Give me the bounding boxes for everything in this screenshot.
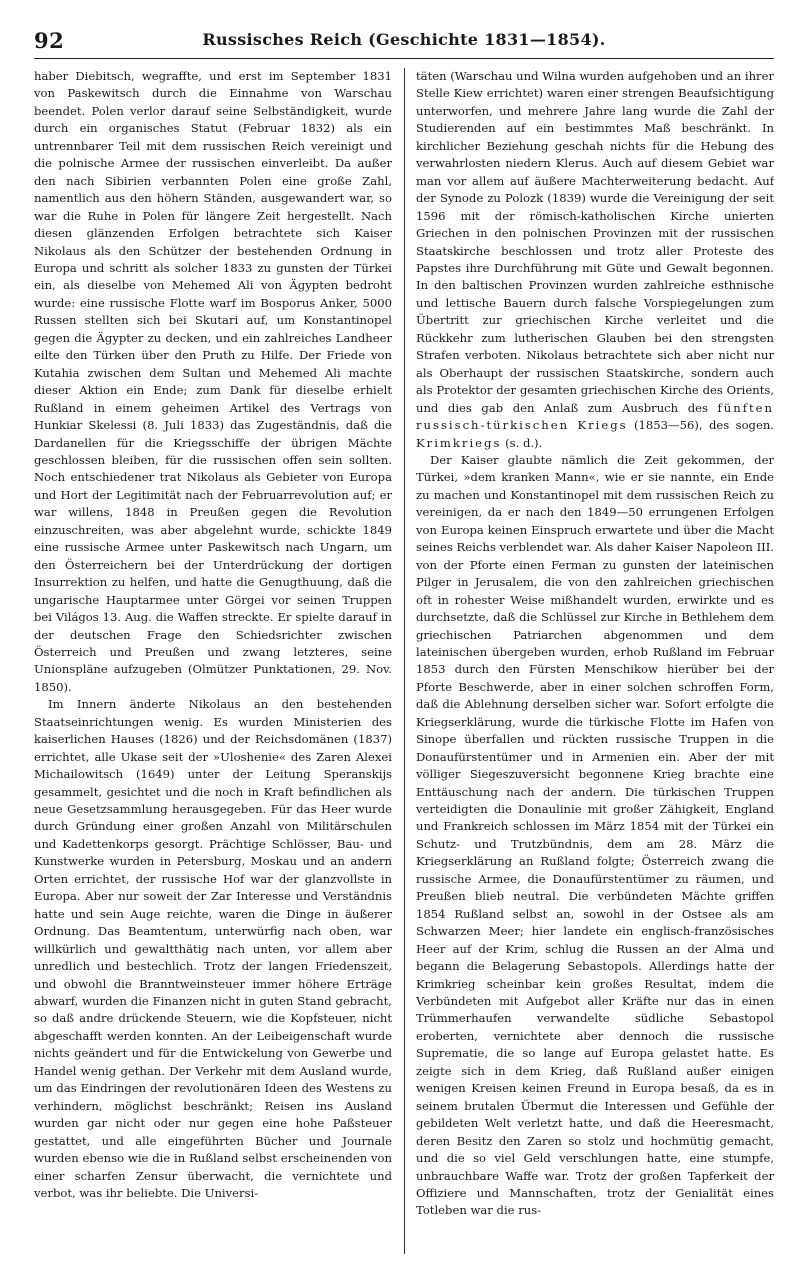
page-header	[34, 24, 774, 59]
spaced-emphasis: Krimkriegs	[416, 435, 502, 450]
document-page	[34, 24, 774, 1254]
spaced-emphasis: fünften russisch-türkischen Kriegs	[416, 400, 774, 433]
right-column	[416, 68, 774, 1258]
paragraph: haber Diebitsch, wegraffte, und erst im September 1831 von Paskewitsch durch die Einnahme von Warschau beendet. Polen verlor darauf seine Selbständigkeit, wurde durch ein organisches Statut (Februar 1832) als ein untrennbarer Teil mit dem russischen Reich vereinigt und die polnische Armee der russischen einverleibt. Da außer den nach Sibirien verbannten Polen eine große Zahl, namentlich aus den höhern Ständen, ausgewandert war, so war die Ruhe in Polen für längere Zeit hergestellt. Nach diesen glänzenden Erfolgen betrachtete sich Kaiser Nikolaus als den Schützer der bestehenden Ordnung in Europa und schritt als solcher 1833 zu gunsten der Türkei ein, als dieselbe von Mehemed Ali von Ägypten bedroht wurde: eine russische Flotte warf im Bosporus Anker, 5000 Russen stellten sich bei Skutari auf, um Konstantinopel gegen die Ägypter zu decken, und ein zahlreiches Landheer eilte den Türken über den Pruth zu Hilfe. Der Friede von Kutahia zwischen dem Sultan und Mehemed Ali machte dieser Aktion ein Ende; zum Dank für dieselbe erhielt Rußland in einem geheimen Artikel des Vertrags von Hunkiar Skelessi (8. Juli 1833) das Zugeständnis, daß die Dardanellen für die Kriegsschiffe der übrigen Mächte geschlossen bleiben, für die russischen offen sein sollten. Noch entschiedener trat Nikolaus als Gebieter von Europa und Hort der Legitimität nach der Februarrevolution auf; er war willens, 1848 in Preußen gegen die Revolution einzuschreiten, was aber abgelehnt wurde, schickte 1849 eine russische Armee unter Paskewitsch nach Ungarn, um den Österreichern bei der Unterdrückung der dortigen Insurrektion zu helfen, und hatte die Genugthuung, daß die ungarische Hauptarmee unter Görgei vor seinen Truppen bei Világos 13. Aug. die Waffen streckte. Er spielte darauf in der deutschen Frage den Schiedsrichter zwischen Österreich und Preußen und zwang letzteres, seine Unionspläne aufzugeben (Olmützer Punktationen, 29. Nov. 1850).	[34, 69, 392, 694]
column-divider	[404, 68, 405, 1254]
text-run: täten (Warschau und Wilna wurden aufgehoben und an ihrer Stelle Kiew errichtet) waren einer strengen Beaufsichtigung unterworfen, und mehrere Jahre lang wurde die Zahl der Studierenden auf ein bestimmtes Maß beschränkt. In kirchlicher Beziehung geschah nichts für die Hebung des verwahrlosten niedern Klerus. Auch auf diesem Gebiet war man vor allem auf äußere Machterweiterung bedacht. Auf der Synode zu Polozk (1839) wurde die Vereinigung der seit 1596 mit der römisch-katholischen Kirche unierten Griechen in den polnischen Provinzen mit der russischen Staatskirche beschlossen und trotz aller Proteste des Papstes ihre Durchführung mit Güte und Gewalt begonnen. In den baltischen Provinzen wurden zahlreiche esthnische und lettische Bauern durch falsche Vorspiegelungen zum Übertritt zur griechischen Kirche verleitet und die Rückkehr zum lutherischen Glauben bei den strengsten Strafen verboten. Nikolaus betrachtete sich aber nicht nur als Oberhaupt der russischen Staatskirche, sondern auch als Protektor der gesamten griechischen Kirche des Orients, und dies gab den Anlaß zum Ausbruch des	[416, 69, 774, 415]
running-head: Russisches Reich (Geschichte 1831—1854).	[202, 30, 606, 49]
paragraph: Im Innern änderte Nikolaus an den bestehenden Staatseinrichtungen wenig. Es wurden Ministerien des kaiserlichen Hauses (1826) und der Reichsdomänen (1837) errichtet, alle Ukase seit der »Uloshenie« des Zaren Alexei Michailowitsch (1649) unter der Leitung Speranskijs gesammelt, gesichtet und die noch in Kraft befindlichen als neue Gesetzsammlung herausgegeben. Für das Heer wurde durch Gründung einer großen Anzahl von Militärschulen und Kadettenkorps gesorgt. Prächtige Schlösser, Bau- und Kunstwerke wurden in Petersburg, Moskau und an andern Orten errichtet, der russische Hof war der glanzvollste in Europa. Aber nur soweit der Zar Interesse und Verständnis hatte und sein Auge reichte, waren die Dinge in äußerer Ordnung. Das Beamtentum, unterwürfig nach oben, war willkürlich und gewaltthätig nach unten, vor allem aber unredlich und bestechlich. Trotz der langen Friedenszeit, und obwohl die Branntweinsteuer immer höhere Erträge abwarf, wurden die Finanzen nicht in guten Stand gebracht, so daß andre drückende Steuern, wie die Kopfsteuer, nicht abgeschafft werden konnten. An der Leibeigenschaft wurde nichts geändert und für die Entwickelung von Gewerbe und Handel wenig gethan. Der Verkehr mit dem Ausland wurde, um das Eindringen der revolutionären Ideen des Westens zu verhindern, möglichst beschränkt; Reisen ins Ausland wurden gar nicht oder nur gegen eine hohe Paßsteuer gestattet, und alle eingeführten Bücher und Journale wurden ebenso wie die in Rußland selbst erscheinenden von einer scharfen Zensur überwacht, die vernichtete und verbot, was ihr beliebte. Die Universi-	[34, 697, 392, 1200]
left-column	[34, 68, 392, 1258]
paragraph: Der Kaiser glaubte nämlich die Zeit gekommen, der Türkei, »dem kranken Mann«, wie er sie nannte, ein Ende zu machen und Konstantinopel mit dem russischen Reich zu vereinigen, da er nach den 1849—50 errungenen Erfolgen von Europa keinen Einspruch erwartete und über die Macht seines Reichs verblendet war. Als daher Kaiser Napoleon III. von der Pforte einen Ferman zu gunsten der lateinischen Pilger in Jerusalem, die von den zahlreichen griechischen oft in rohester Weise mißhandelt wurden, erwirkte und es durchsetzte, daß die Schlüssel zur Kirche in Bethlehem dem griechischen Patriarchen abgenommen und dem lateinischen übergeben wurden, erhob Rußland im Februar 1853 durch den Fürsten Menschikow hierüber bei der Pforte Beschwerde, aber in einer solchen schroffen Form, daß die Ablehnung derselben sicher war. Sofort erfolgte die Kriegserklärung, wurde die türkische Flotte im Hafen von Sinope überfallen und rückten russische Truppen in die Donaufürstentümer und in Armenien ein. Aber der mit völliger Siegeszuversicht begonnene Krieg brachte eine Enttäuschung nach der andern. Die türkischen Truppen verteidigten die Donaulinie mit großer Zähigkeit, England und Frankreich schlossen im März 1854 mit der Türkei ein Schutz- und Trutzbündnis, dem am 28. März die Kriegserklärung an Rußland folgte; Österreich zwang die russische Armee, die Donaufürstentümer zu räumen, und Preußen blieb neutral. Die verbündeten Mächte griffen 1854 Rußland selbst an, sowohl in der Ostsee als am Schwarzen Meer; hier landete ein englisch-französisches Heer auf der Krim, schlug die Russen an der Alma und begann die Belagerung Sebastopols. Allerdings hatte der Krimkrieg scheinbar kein großes Resultat, indem die Verbündeten mit Aufgebot aller Kräfte nur das in einen Trümmerhaufen verwandelte südliche Sebastopol eroberten, vernichtete aber dennoch die russische Suprematie, die so lange auf Europa gelastet hatte. Es zeigte sich in dem Krieg, daß Rußland außer einigen wenigen Kreisen keinen Freund in Europa besaß, da es in seinem brutalen Übermut die Interessen und Gefühle der gebildeten Welt verletzt hatte, und daß die Heeresmacht, deren Besitz den Zaren so stolz und hochmütig gemacht, und die so viel Geld verschlungen hatte, eine stumpfe, unbrauchbare Waffe war. Trotz der großen Tapferkeit der Offiziere und Mannschaften, trotz der Genialität eines Totleben war die rus-	[416, 452, 774, 1218]
page-number: 92	[34, 28, 65, 53]
paragraph	[416, 68, 774, 452]
text-columns	[34, 68, 774, 1258]
text-run: (1853—56), des sogen.	[627, 418, 774, 433]
text-run: (s. d.).	[501, 435, 543, 450]
